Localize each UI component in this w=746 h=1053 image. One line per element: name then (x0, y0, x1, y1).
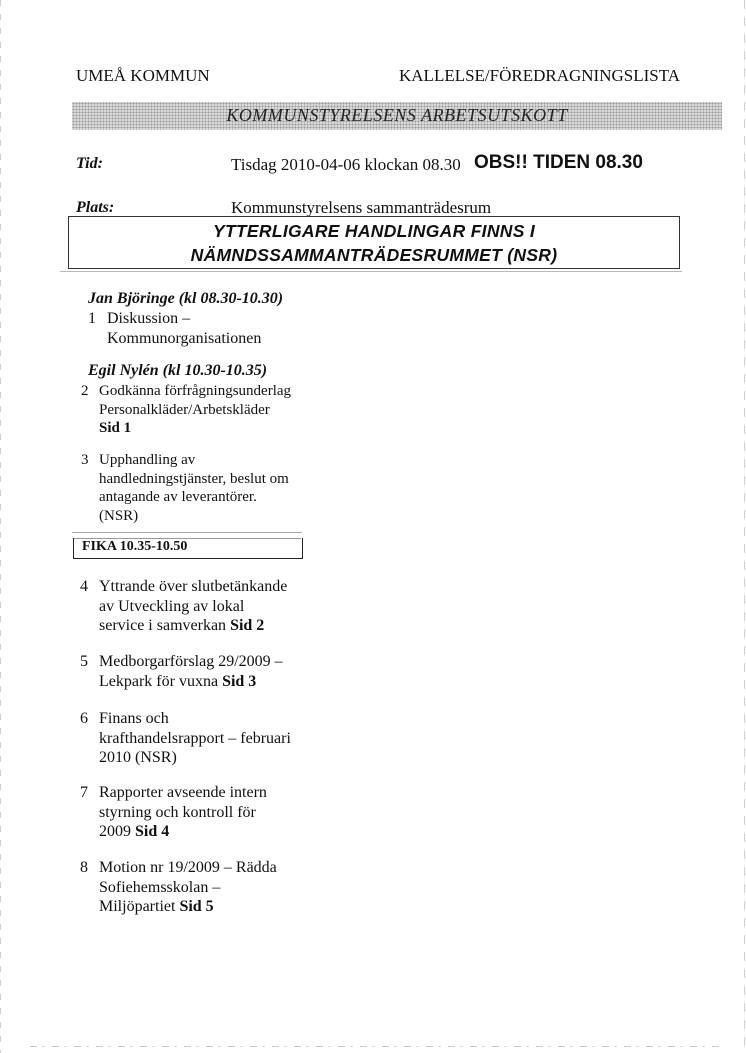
documents-notice-box (68, 216, 680, 269)
time-notice: OBS!! TIDEN 08.30 (474, 152, 643, 173)
item-text-line: Motion nr 19/2009 – Rädda (99, 859, 277, 876)
item-text-line: (NSR) (99, 507, 139, 524)
committee-title: KOMMUNSTYRELSENS ARBETSUTSKOTT (226, 105, 568, 125)
page-reference: Sid 1 (99, 420, 132, 436)
page-reference: Sid 4 (135, 823, 170, 840)
item-text-line: antagande av leverantörer. (99, 489, 257, 505)
time-value: Tisdag 2010-04-06 klockan 08.30 (231, 155, 461, 174)
item-text-line: krafthandelsrapport – februari (99, 729, 291, 747)
item-text-line: Yttrande över slutbetänkande (99, 578, 288, 595)
break-rule (72, 532, 302, 533)
item-text-line: Rapporter avseende intern (99, 784, 267, 801)
org-name: UMEÅ KOMMUN (76, 66, 210, 85)
item-text-line: 2009 (99, 823, 135, 840)
item-number: 8 (80, 859, 88, 876)
page-reference: Sid 2 (230, 617, 265, 634)
item-text-line: Personalkläder/Arbetskläder (99, 401, 270, 418)
item-text-line: Finans och (99, 710, 169, 727)
item-text-line: Medborgarförslag 29/2009 – (99, 653, 283, 670)
item-text-line: Lekpark för vuxna (99, 672, 223, 690)
item-number: 1 (88, 310, 96, 327)
item-text-line: Sofiehemsskolan – (99, 878, 221, 896)
place-label: Plats: (76, 199, 115, 216)
item-number: 2 (81, 383, 89, 399)
page-reference: Sid 5 (179, 898, 214, 915)
break-time: FIKA 10.35-10.50 (82, 539, 188, 554)
notice-divider-shadow (60, 271, 682, 272)
speaker-heading: Egil Nylén (kl 10.30-10.35) (88, 362, 268, 379)
item-number: 6 (80, 710, 88, 727)
notice-line-1: YTTERLIGARE HANDLINGAR FINNS I (212, 221, 536, 241)
scan-edge-right (744, 0, 745, 1053)
page-reference: Sid 3 (222, 672, 257, 690)
doc-type: KALLELSE/FÖREDRAGNINGSLISTA (399, 66, 681, 85)
item-text-line: Kommunorganisationen (107, 329, 262, 347)
item-text-line: Diskussion – (107, 310, 191, 327)
scan-edge-bottom (30, 1046, 720, 1047)
item-number: 4 (80, 578, 88, 595)
item-text-line: service i samverkan (99, 617, 231, 634)
committee-banner (72, 102, 722, 130)
item-text-line: av Utveckling av lokal (99, 597, 245, 615)
item-text-line: 2010 (NSR) (99, 749, 177, 766)
item-text-line: Upphandling av (99, 452, 196, 468)
item-number: 7 (80, 784, 88, 801)
item-text-line: styrning och kontroll för (99, 803, 256, 821)
scan-edge-left (0, 0, 1, 1053)
time-label: Tid: (76, 155, 103, 172)
item-text-line: Miljöpartiet (99, 898, 180, 915)
speaker-heading: Jan Björinge (kl 08.30-10.30) (88, 290, 284, 307)
item-text-line: Godkänna förfrågningsunderlag (99, 383, 292, 399)
break-box (73, 538, 303, 559)
item-number: 5 (80, 653, 88, 670)
notice-divider (68, 268, 680, 269)
place-value: Kommunstyrelsens sammanträdesrum (231, 198, 492, 217)
item-text-line: handledningstjänster, beslut om (99, 470, 289, 487)
notice-line-2: NÄMNDSSAMMANTRÄDESRUMMET (NSR) (190, 245, 558, 265)
item-number: 3 (81, 452, 89, 468)
